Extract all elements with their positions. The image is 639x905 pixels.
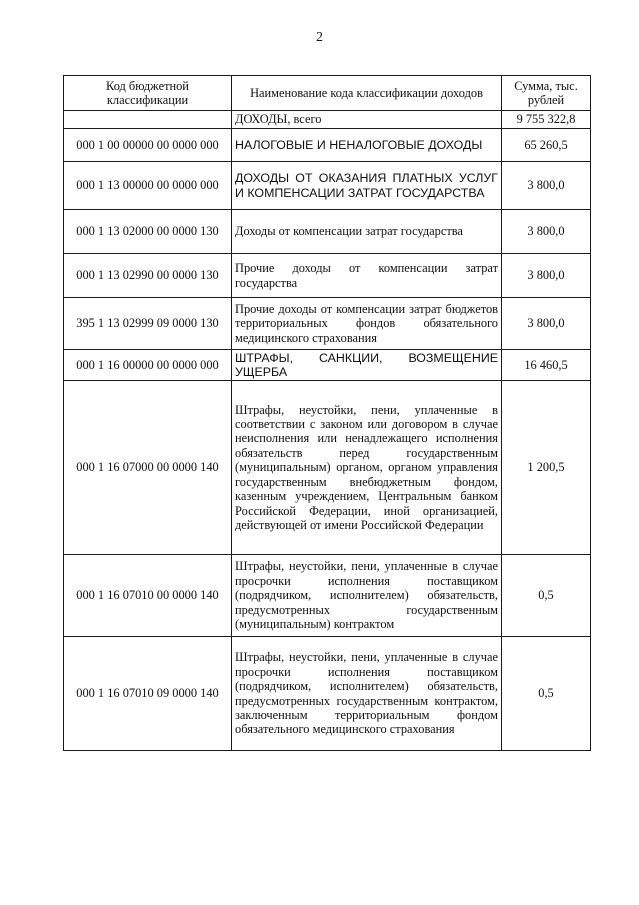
row-code (64, 111, 232, 129)
row-name: НАЛОГОВЫЕ И НЕНАЛОГОВЫЕ ДОХОДЫ (232, 129, 502, 162)
table-row (64, 162, 591, 210)
row-sum: 0,5 (502, 637, 591, 751)
row-code: 000 1 16 00000 00 0000 000 (64, 350, 232, 381)
row-code: 000 1 00 00000 00 0000 000 (64, 129, 232, 162)
row-code: 000 1 16 07000 00 0000 140 (64, 381, 232, 555)
row-name: Прочие доходы от компенсации затрат государства (232, 254, 502, 298)
row-sum: 3 800,0 (502, 298, 591, 350)
row-name: Штрафы, неустойки, пени, уплаченные в случае просрочки исполнения поставщиком (подрядчиком, исполнителем) обязательств, предусмотренных государственным (муниципальным) контрактом (232, 555, 502, 637)
header-sum: Сумма, тыс. рублей (502, 76, 591, 111)
table-row (64, 555, 591, 637)
row-sum: 3 800,0 (502, 162, 591, 210)
row-sum: 65 260,5 (502, 129, 591, 162)
row-name: ШТРАФЫ, САНКЦИИ, ВОЗМЕЩЕНИЕ УЩЕРБА (232, 350, 502, 381)
row-name: Доходы от компенсации затрат государства (232, 210, 502, 254)
row-code: 395 1 13 02999 09 0000 130 (64, 298, 232, 350)
row-name: Прочие доходы от компенсации затрат бюджетов территориальных фондов обязательного медицинского страхования (232, 298, 502, 350)
table-row (64, 254, 591, 298)
row-sum: 3 800,0 (502, 210, 591, 254)
row-sum: 0,5 (502, 555, 591, 637)
row-code: 000 1 13 02000 00 0000 130 (64, 210, 232, 254)
row-sum: 1 200,5 (502, 381, 591, 555)
table-row (64, 210, 591, 254)
table-row (64, 350, 591, 381)
row-code: 000 1 13 02990 00 0000 130 (64, 254, 232, 298)
table-row (64, 637, 591, 751)
row-name: ДОХОДЫ, всего (232, 111, 502, 129)
table-row (64, 129, 591, 162)
page-number: 2 (316, 30, 323, 45)
table-row (64, 381, 591, 555)
row-sum: 9 755 322,8 (502, 111, 591, 129)
row-name: Штрафы, неустойки, пени, уплаченные в соответствии с законом или договором в случае неисполнения или ненадлежащего исполнения обязательств перед государственным (муниципальным) органом, органом управления государственным внебюджетным фондом, казенным учреждением, Центральным банком Российской Федерации, иной организацией, действующей от имени Российской Федерации (232, 381, 502, 555)
header-code: Код бюджетной классификации (64, 76, 232, 111)
table-header-row (64, 76, 591, 111)
row-name: ДОХОДЫ ОТ ОКАЗАНИЯ ПЛАТНЫХ УСЛУГ И КОМПЕНСАЦИИ ЗАТРАТ ГОСУДАРСТВА (232, 162, 502, 210)
row-sum: 16 460,5 (502, 350, 591, 381)
row-name: Штрафы, неустойки, пени, уплаченные в случае просрочки исполнения поставщиком (подрядчиком, исполнителем) обязательств, предусмотренных государственным контрактом, заключенным территориальным фондом обязательного медицинского страхования (232, 637, 502, 751)
row-code: 000 1 16 07010 00 0000 140 (64, 555, 232, 637)
row-code: 000 1 16 07010 09 0000 140 (64, 637, 232, 751)
header-name: Наименование кода классификации доходов (232, 76, 502, 111)
table-row (64, 298, 591, 350)
revenue-table (63, 75, 591, 751)
row-code: 000 1 13 00000 00 0000 000 (64, 162, 232, 210)
row-sum: 3 800,0 (502, 254, 591, 298)
table-row (64, 111, 591, 129)
